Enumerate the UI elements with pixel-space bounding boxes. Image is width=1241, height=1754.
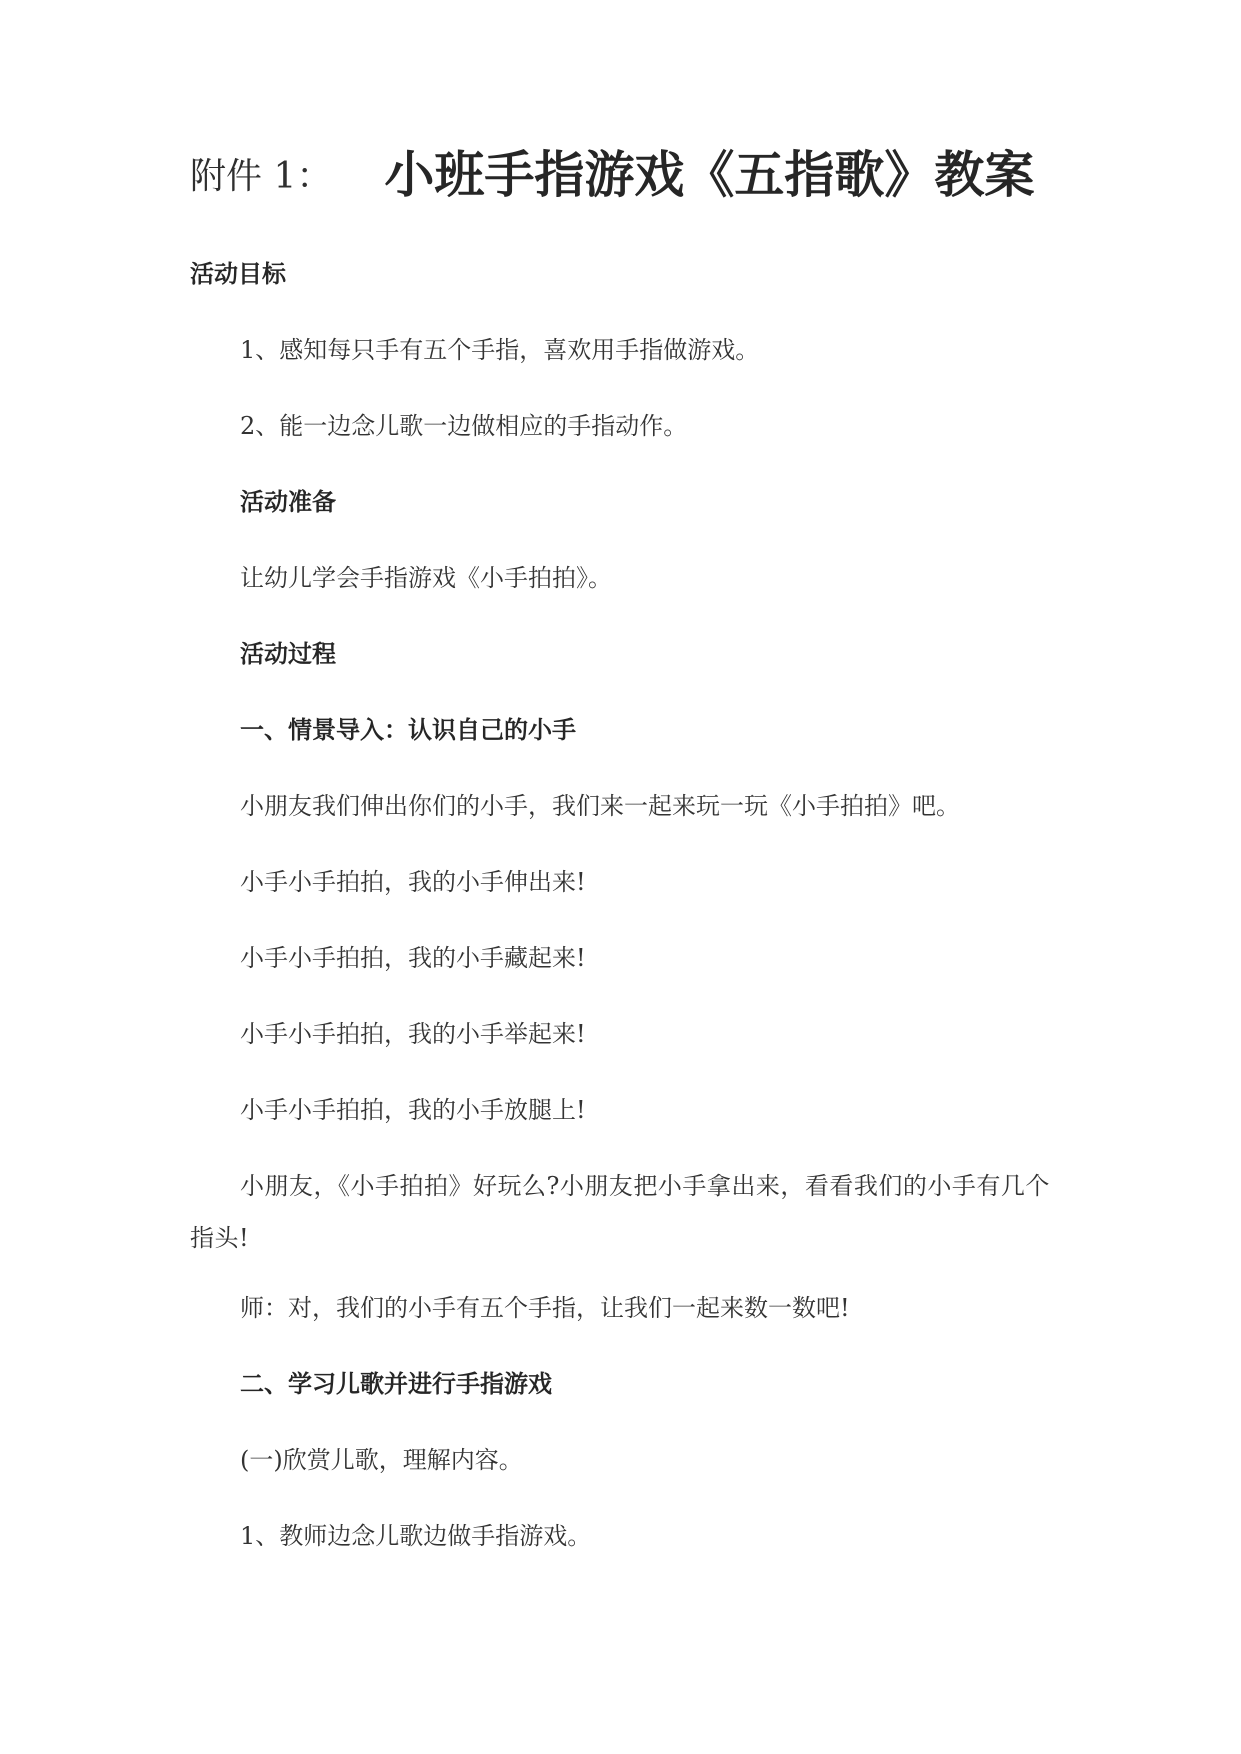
step-2-heading: 二、学习儿歌并进行手指游戏 xyxy=(240,1370,552,1398)
question-paragraph: 小朋友，《小手拍拍》好玩么?小朋友把小手拿出来，看看我们的小手有几个指头! xyxy=(190,1172,1050,1252)
prep-text: 让幼儿学会手指游戏《小手拍拍》。 xyxy=(240,564,612,592)
step-1-heading: 一、情景导入：认识自己的小手 xyxy=(240,716,576,744)
rhyme-line-3: 小手小手拍拍，我的小手举起来! xyxy=(240,1020,586,1048)
rhyme-line-2: 小手小手拍拍，我的小手藏起来! xyxy=(240,944,586,972)
title-main: 小班手指游戏《五指歌》教案 xyxy=(384,146,1035,204)
sub-section-1: (一)欣赏儿歌，理解内容。 xyxy=(240,1446,523,1474)
section-heading-prep: 活动准备 xyxy=(240,488,336,516)
rhyme-line-1: 小手小手拍拍，我的小手伸出来! xyxy=(240,868,586,896)
rhyme-line-4: 小手小手拍拍，我的小手放腿上! xyxy=(240,1096,586,1124)
page-title xyxy=(190,146,1035,204)
goal-item-1: 1、感知每只手有五个手指，喜欢用手指做游戏。 xyxy=(240,336,760,364)
step-1-intro: 小朋友我们伸出你们的小手，我们来一起来玩一玩《小手拍拍》吧。 xyxy=(240,792,960,820)
teacher-line: 师：对，我们的小手有五个手指，让我们一起来数一数吧! xyxy=(240,1294,850,1322)
sub-section-1-item-1: 1、教师边念儿歌边做手指游戏。 xyxy=(240,1522,592,1550)
section-heading-goal: 活动目标 xyxy=(190,260,286,288)
title-prefix: 附件 1： xyxy=(190,156,333,197)
section-heading-process: 活动过程 xyxy=(240,640,336,668)
goal-item-2: 2、能一边念儿歌一边做相应的手指动作。 xyxy=(240,412,688,440)
